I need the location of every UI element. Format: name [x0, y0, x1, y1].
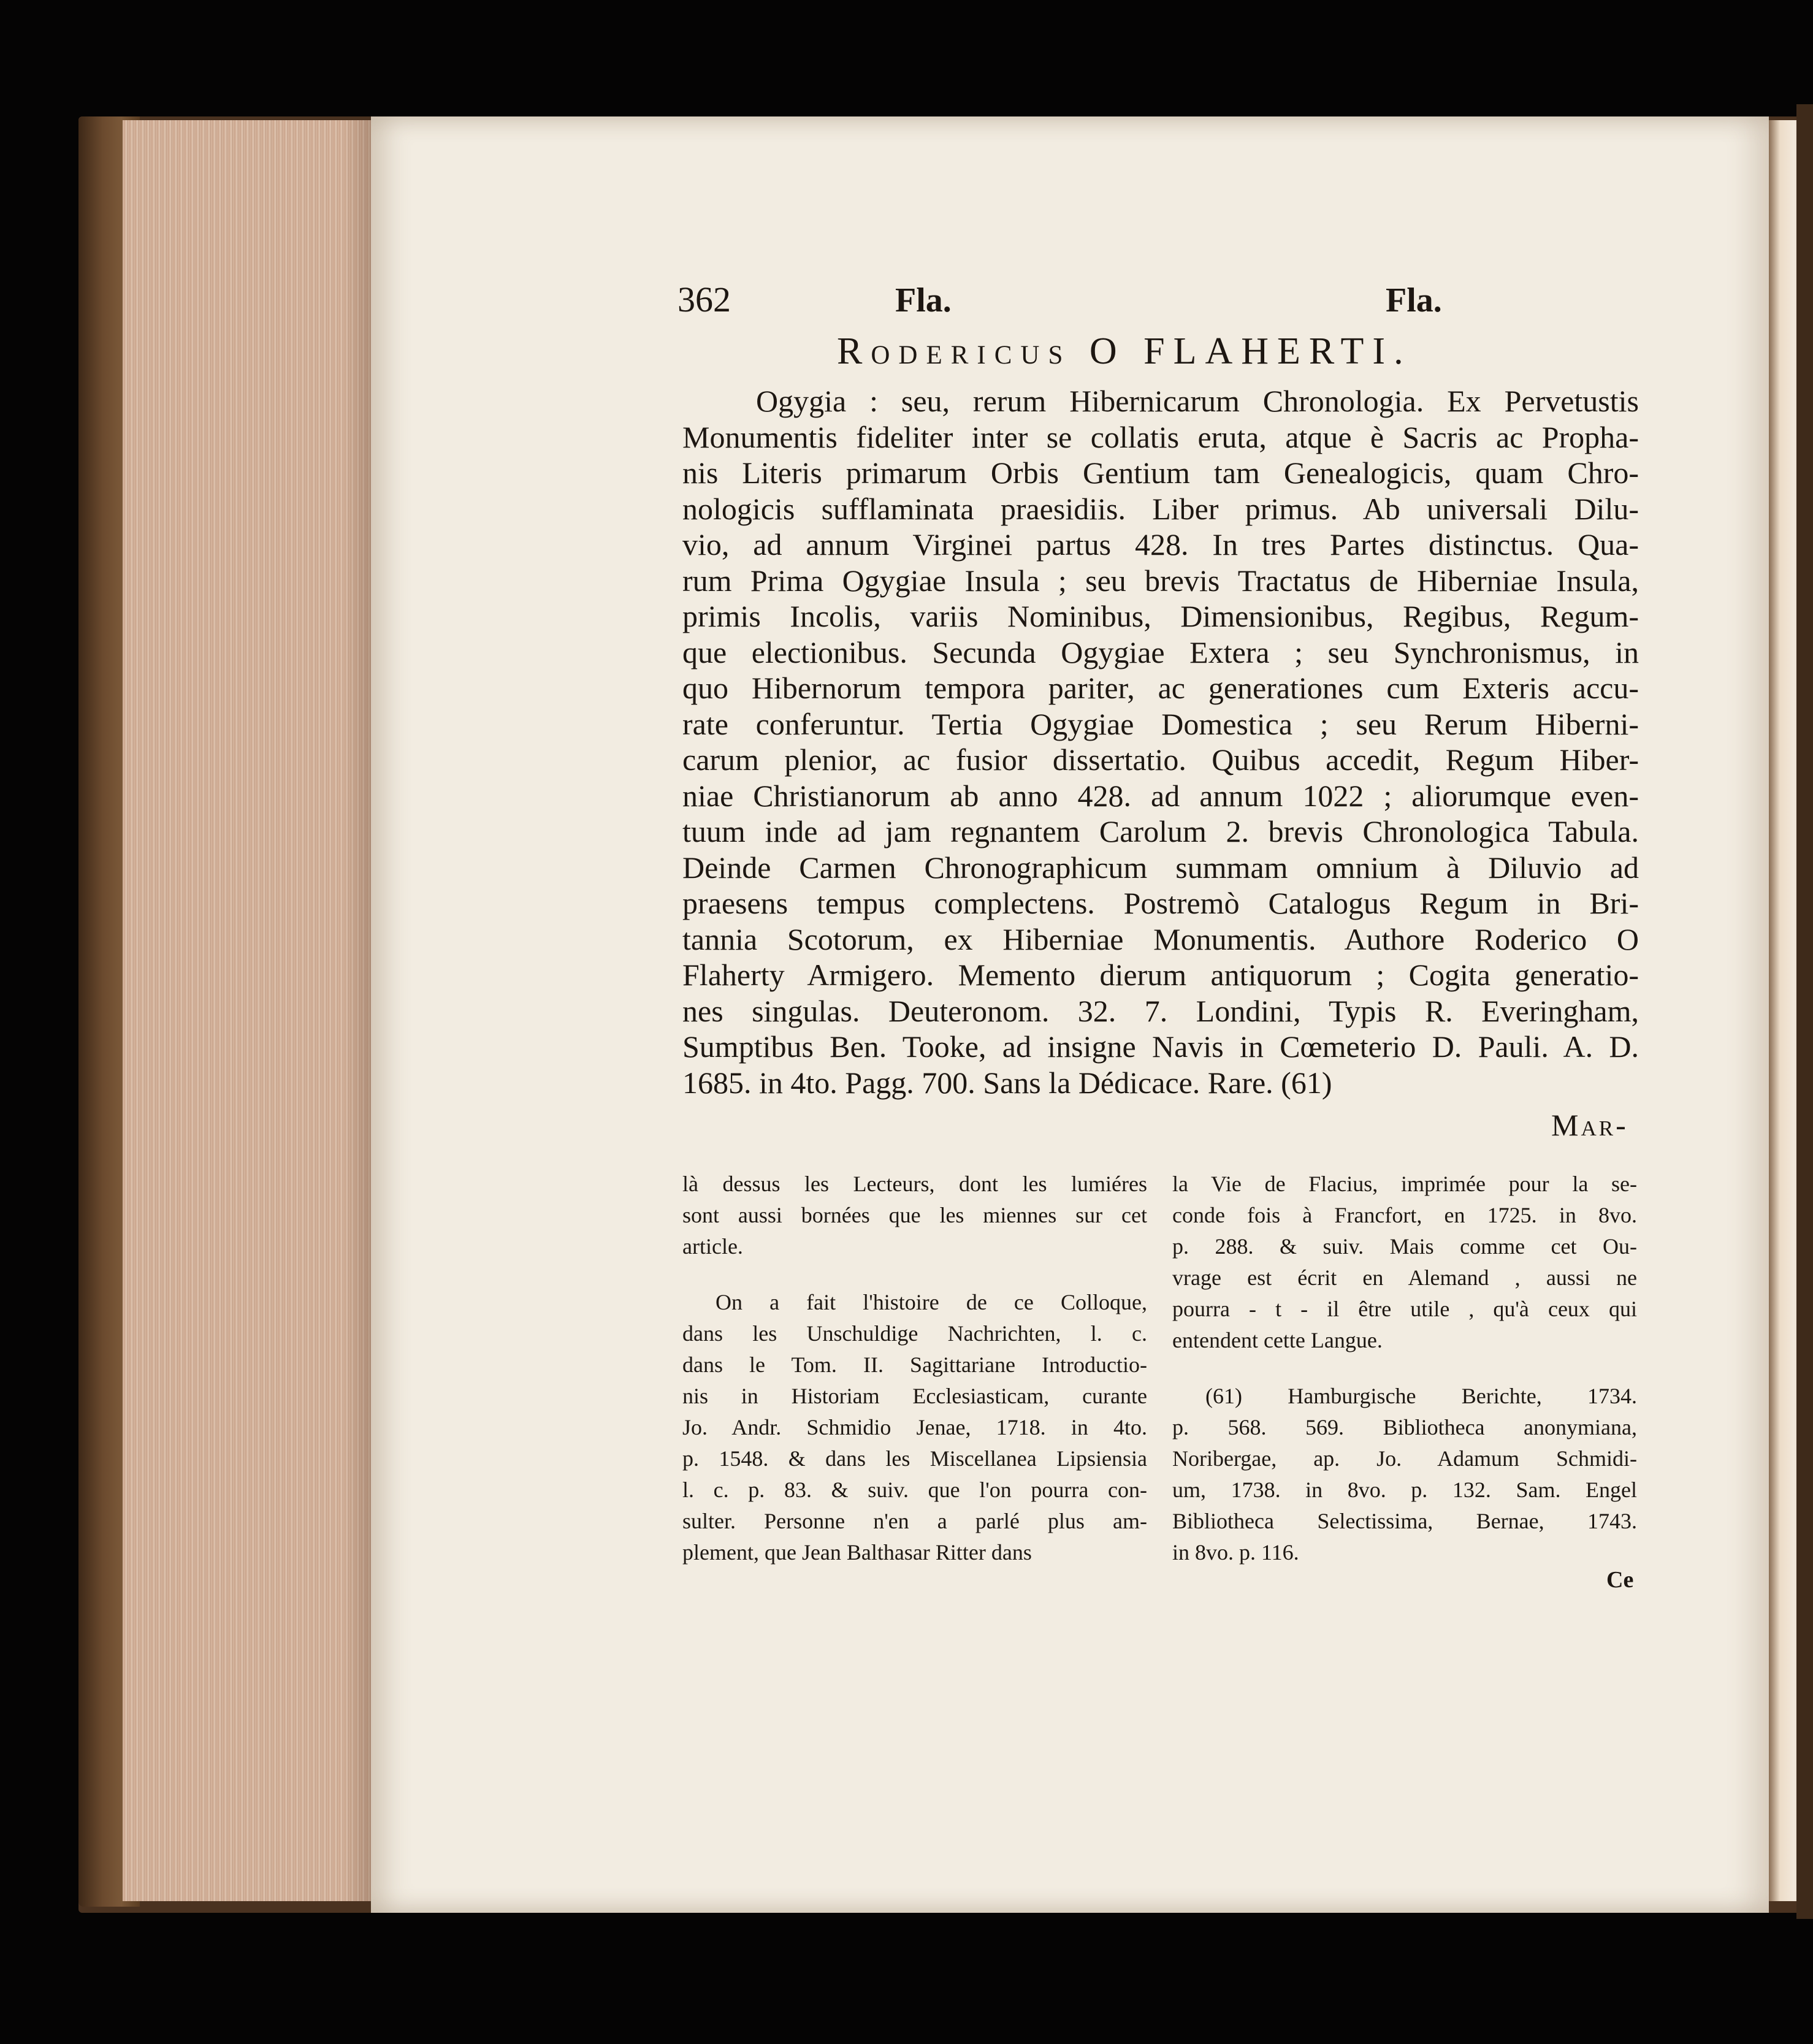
footnote-line: (61) Hamburgische Berichte, 1734.: [1205, 1384, 1637, 1408]
entry-line: Sumptibus Ben. Tooke, ad insigne Navis in Cœmeterio D. Pauli. A. D.: [682, 1029, 1639, 1064]
footnote-line: nis in Historiam Ecclesiasticam, curante: [682, 1384, 1147, 1408]
entry-line: Ogygia : seu, rerum Hibernicarum Chronologia. Ex Pervetustis: [756, 384, 1639, 418]
footnote-line: Noribergae, ap. Jo. Adamum Schmidi-: [1172, 1446, 1637, 1471]
footnote-column-left: [682, 1169, 1147, 1568]
footnote-line: sont aussi bornées que les miennes sur cet: [682, 1203, 1147, 1227]
footnote-line: entendent cette Langue.: [1172, 1328, 1383, 1352]
catchword-main: Mar-: [1551, 1108, 1628, 1142]
footnote-line: sulter. Personne n'en a parlé plus am-: [682, 1509, 1147, 1533]
footnote-line: conde fois à Francfort, en 1725. in 8vo.: [1172, 1203, 1637, 1227]
entry-line: niae Christianorum ab anno 428. ad annum 1022 ; aliorumque even-: [682, 778, 1639, 813]
entry-line: primis Incolis, variis Nominibus, Dimensionibus, Regibus, Regum-: [682, 599, 1639, 633]
footnote-line: in 8vo. p. 116.: [1172, 1540, 1299, 1565]
footnote-line: p. 1548. & dans les Miscellanea Lipsiensia: [682, 1446, 1147, 1471]
footnote-line: p. 288. & suiv. Mais comme cet Ou-: [1172, 1234, 1637, 1259]
entry-line: tannia Scotorum, ex Hiberniae Monumentis. Authore Roderico O: [682, 921, 1639, 956]
entry-line: carum plenior, ac fusior dissertatio. Quibus accedit, Regum Hiber-: [682, 742, 1639, 777]
footnote-line: article.: [682, 1234, 743, 1259]
footnote-line: l. c. p. 83. & suiv. que l'on pourra con-: [682, 1478, 1147, 1502]
page-block-edge: [123, 120, 380, 1901]
entry-line: praesens tempus complectens. Postremò Catalogus Regum in Bri-: [682, 886, 1639, 920]
footnote-line: Jo. Andr. Schmidio Jenae, 1718. in 4to.: [682, 1415, 1147, 1440]
right-binding-edge: [1796, 104, 1813, 1919]
entry-line: vio, ad annum Virginei partus 428. In tres Partes distinctus. Qua-: [682, 527, 1639, 562]
footnote-line: la Vie de Flacius, imprimée pour la se-: [1172, 1172, 1637, 1196]
footnote-line: vrage est écrit en Alemand , aussi ne: [1172, 1265, 1637, 1290]
entry-line: Monumentis fideliter inter se collatis eruta, atque è Sacris ac Propha-: [682, 419, 1639, 454]
entry-body: [682, 383, 1639, 1100]
footnote-line: pourra - t - il être utile , qu'à ceux qui: [1172, 1297, 1637, 1321]
entry-line: Flaherty Armigero. Memento dierum antiquorum ; Cogita generatio-: [682, 958, 1639, 992]
entry-line: nis Literis primarum Orbis Gentium tam Genealogicis, quam Chro-: [682, 456, 1639, 490]
footnote-column-right: [1172, 1169, 1637, 1568]
entry-line: rum Prima Ogygiae Insula ; seu brevis Tractatus de Hiberniae Insula,: [682, 563, 1639, 598]
entry-line: rate conferuntur. Tertia Ogygiae Domestica ; seu Rerum Hiberni-: [682, 706, 1639, 741]
entry-author-heading: Rodericus O FLAHERTI.: [837, 330, 1412, 372]
footnote-line: Bibliotheca Selectissima, Bernae, 1743.: [1172, 1509, 1637, 1533]
entry-line: nologicis sufflaminata praesidiis. Liber primus. Ab universali Dilu-: [682, 491, 1639, 526]
running-head-left: Fla.: [895, 281, 952, 319]
footnote-line: là dessus les Lecteurs, dont les lumiéres: [682, 1172, 1147, 1196]
page-number: 362: [677, 280, 731, 319]
footnote-line: dans le Tom. II. Sagittariane Introductio-: [682, 1352, 1147, 1377]
entry-line: nes singulas. Deuteronom. 32. 7. Londini, Typis R. Everingham,: [682, 993, 1639, 1028]
footnote-line: p. 568. 569. Bibliotheca anonymiana,: [1172, 1415, 1637, 1440]
entry-line: Deinde Carmen Chronographicum summam omnium à Diluvio ad: [682, 850, 1639, 885]
running-head-right: Fla.: [1386, 281, 1442, 319]
footnote-line: On a fait l'histoire de ce Colloque,: [716, 1290, 1147, 1314]
entry-line: quo Hibernorum tempora pariter, ac generationes cum Exteris accu-: [682, 671, 1639, 705]
entry-line: que electionibus. Secunda Ogygiae Extera ; seu Synchronismus, in: [682, 635, 1639, 669]
footnote-line: um, 1738. in 8vo. p. 132. Sam. Engel: [1172, 1478, 1637, 1502]
entry-line: 1685. in 4to. Pagg. 700. Sans la Dédicace. Rare. (61): [682, 1065, 1332, 1100]
catchword-footnote: Ce: [1606, 1567, 1634, 1593]
footnote-line: dans les Unschuldige Nachrichten, l. c.: [682, 1321, 1147, 1346]
footnote-line: plement, que Jean Balthasar Ritter dans: [682, 1540, 1032, 1565]
entry-line: tuum inde ad jam regnantem Carolum 2. brevis Chronologica Tabula.: [682, 814, 1639, 848]
